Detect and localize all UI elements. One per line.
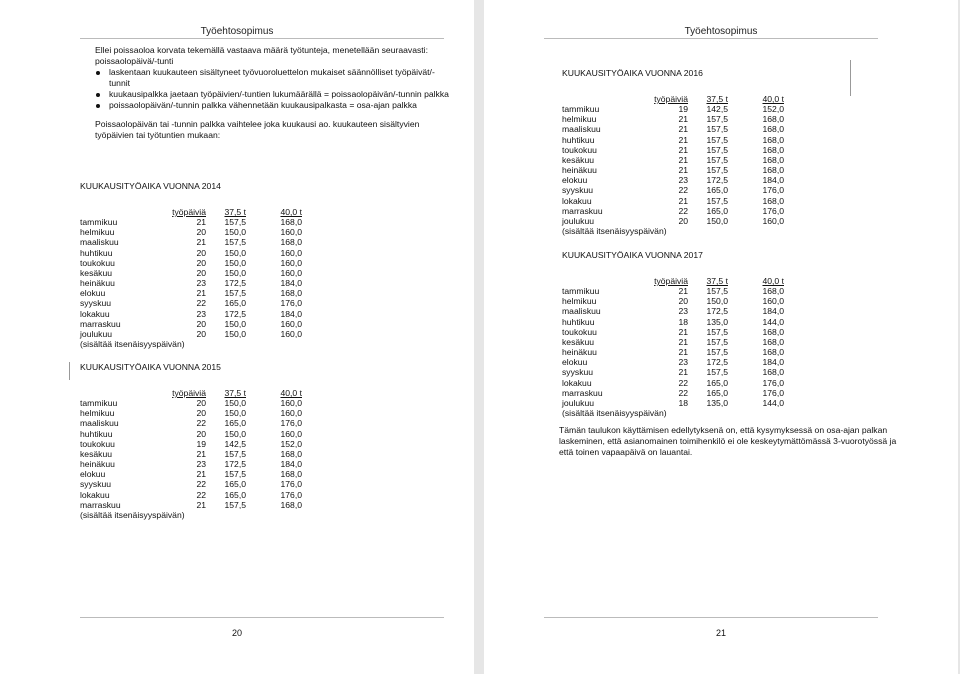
days-cell: 18: [678, 397, 688, 408]
header-40: 40,0 t: [280, 388, 302, 398]
table-row: [80, 278, 302, 288]
table-2016-body: [562, 94, 784, 226]
header-rule-right: [544, 38, 878, 39]
table-row: [80, 408, 302, 418]
month-cell: joulukuu: [562, 397, 595, 408]
hours-375-cell: 150,0: [224, 318, 246, 329]
table-2014: [80, 207, 302, 339]
month-cell: heinäkuu: [562, 165, 597, 176]
hours-40-cell: 160,0: [280, 247, 302, 258]
month-cell: elokuu: [80, 288, 106, 299]
table-2015-body: [80, 388, 302, 510]
page-number-right: 21: [715, 628, 726, 638]
hours-375-cell: 150,0: [706, 215, 728, 226]
days-cell: 20: [196, 408, 206, 419]
month-cell: lokakuu: [80, 489, 110, 500]
header-40: 40,0 t: [280, 207, 302, 217]
table-2015-block: [80, 362, 302, 521]
hours-40-cell: 160,0: [762, 296, 784, 307]
hours-40-cell: 144,0: [762, 316, 784, 327]
table-row: [80, 319, 302, 329]
hours-40-cell: 160,0: [280, 428, 302, 439]
month-cell: marraskuu: [80, 499, 121, 510]
hours-40-cell: 160,0: [280, 227, 302, 238]
hours-40-cell: 176,0: [762, 377, 784, 388]
days-cell: 23: [678, 175, 688, 186]
days-cell: 22: [678, 205, 688, 216]
days-cell: 20: [196, 227, 206, 238]
table-row: [562, 155, 784, 165]
table-2014-block: [80, 181, 302, 350]
hours-375-cell: 157,5: [706, 326, 728, 337]
hours-375-cell: 172,5: [224, 459, 246, 470]
month-cell: toukokuu: [562, 326, 597, 337]
month-cell: elokuu: [80, 469, 106, 480]
days-cell: 21: [678, 367, 688, 378]
footer-rule-right: [544, 617, 878, 618]
days-cell: 22: [196, 489, 206, 500]
table-row: [80, 237, 302, 247]
hours-375-cell: 157,5: [224, 288, 246, 299]
table-row: [562, 317, 784, 327]
month-cell: helmikuu: [562, 114, 597, 125]
hours-40-cell: 168,0: [762, 195, 784, 206]
days-cell: 21: [196, 448, 206, 459]
month-cell: joulukuu: [562, 215, 595, 226]
hours-40-cell: 184,0: [280, 308, 302, 319]
table-row: [562, 114, 784, 124]
month-cell: helmikuu: [80, 408, 115, 419]
hours-375-cell: 165,0: [224, 298, 246, 309]
month-cell: tammikuu: [80, 398, 118, 409]
table-2016-title: KUUKAUSITYÖAIKA VUONNA 2016: [562, 68, 703, 78]
month-cell: helmikuu: [562, 296, 597, 307]
table-2014-note: (sisältää itsenäisyyspäivän): [80, 339, 185, 350]
days-cell: 22: [196, 418, 206, 429]
days-cell: 20: [196, 318, 206, 329]
table-row: [80, 418, 302, 428]
hours-40-cell: 184,0: [762, 175, 784, 186]
month-cell: kesäkuu: [80, 267, 113, 278]
days-cell: 18: [678, 316, 688, 327]
table-row: [562, 165, 784, 175]
hours-375-cell: 150,0: [224, 408, 246, 419]
table-row: [562, 196, 784, 206]
hours-375-cell: 150,0: [706, 296, 728, 307]
days-cell: 21: [678, 124, 688, 135]
hours-40-cell: 160,0: [280, 328, 302, 339]
days-cell: 21: [678, 114, 688, 125]
table-row: [562, 367, 784, 377]
days-cell: 21: [678, 134, 688, 145]
intro-bullet: kuukausipalkka jaetaan työpäivien/-tuntien lukumäärällä = poissaolopäivän/-tunnin palkka: [95, 89, 455, 100]
header-blank: [80, 388, 158, 398]
hours-40-cell: 168,0: [762, 336, 784, 347]
days-cell: 21: [678, 154, 688, 165]
days-cell: 20: [196, 328, 206, 339]
hours-375-cell: 172,5: [706, 175, 728, 186]
days-cell: 20: [196, 267, 206, 278]
hours-375-cell: 172,5: [706, 306, 728, 317]
table-row: [562, 388, 784, 398]
hours-375-cell: 165,0: [224, 418, 246, 429]
table-row: [80, 298, 302, 308]
hours-40-cell: 184,0: [280, 459, 302, 470]
hours-40-cell: 176,0: [280, 298, 302, 309]
hours-40-cell: 168,0: [280, 448, 302, 459]
days-cell: 21: [678, 286, 688, 297]
table-row: [562, 104, 784, 114]
table-2015: [80, 388, 302, 510]
days-cell: 22: [196, 298, 206, 309]
header-40: 40,0 t: [762, 94, 784, 104]
month-cell: lokakuu: [562, 377, 592, 388]
header-blank: [80, 207, 158, 217]
header-days: työpäiviä: [654, 94, 688, 104]
table-row: [80, 439, 302, 449]
hours-375-cell: 157,5: [706, 124, 728, 135]
month-cell: huhtikuu: [80, 428, 113, 439]
month-cell: kesäkuu: [562, 336, 595, 347]
table-row: [562, 286, 784, 296]
month-cell: lokakuu: [562, 195, 592, 206]
days-cell: 20: [678, 296, 688, 307]
hours-40-cell: 176,0: [280, 418, 302, 429]
intro-bullet-list: [95, 67, 455, 111]
hours-40-cell: 160,0: [280, 398, 302, 409]
running-header-left: Työehtosopimus: [200, 26, 274, 37]
month-cell: syyskuu: [562, 185, 594, 196]
table-row: [562, 306, 784, 316]
left-page: [0, 0, 474, 674]
month-cell: kesäkuu: [80, 448, 113, 459]
table-row: [562, 378, 784, 388]
month-cell: heinäkuu: [80, 278, 115, 289]
table-row: [80, 309, 302, 319]
hours-375-cell: 135,0: [706, 397, 728, 408]
table-row: [80, 248, 302, 258]
hours-40-cell: 168,0: [762, 367, 784, 378]
hours-40-cell: 168,0: [280, 288, 302, 299]
footer-rule-left: [80, 617, 444, 618]
table-row: [562, 357, 784, 367]
intro-lead: Ellei poissaoloa korvata tekemällä vastaava määrä työtunteja, menetellään seuraavasti:: [95, 45, 428, 55]
hours-40-cell: 176,0: [280, 489, 302, 500]
hours-40-cell: 168,0: [280, 469, 302, 480]
hours-40-cell: 168,0: [280, 217, 302, 228]
days-cell: 19: [196, 438, 206, 449]
table-row: [562, 347, 784, 357]
hours-375-cell: 157,5: [706, 154, 728, 165]
table-row: [80, 459, 302, 469]
days-cell: 22: [196, 479, 206, 490]
days-cell: 21: [196, 469, 206, 480]
days-cell: 20: [678, 215, 688, 226]
header-375: 37,5 t: [224, 207, 246, 217]
table-header-row: [562, 94, 784, 104]
page-number-left: 20: [231, 628, 242, 638]
table-header-row: [562, 276, 784, 286]
hours-375-cell: 157,5: [224, 469, 246, 480]
table-row: [80, 288, 302, 298]
header-days: työpäiviä: [172, 207, 206, 217]
table-2017-note: (sisältää itsenäisyyspäivän): [562, 408, 667, 419]
hours-375-cell: 150,0: [224, 398, 246, 409]
header-blank: [562, 94, 640, 104]
month-cell: helmikuu: [80, 227, 115, 238]
month-cell: elokuu: [562, 175, 588, 186]
days-cell: 23: [196, 459, 206, 470]
table-2015-note: (sisältää itsenäisyyspäivän): [80, 509, 185, 520]
hours-375-cell: 172,5: [706, 357, 728, 368]
hours-40-cell: 168,0: [280, 499, 302, 510]
hours-40-cell: 168,0: [762, 114, 784, 125]
table-2017: [562, 276, 784, 408]
month-cell: heinäkuu: [562, 347, 597, 358]
table-row: [562, 337, 784, 347]
hours-375-cell: 165,0: [224, 489, 246, 500]
hours-40-cell: 168,0: [762, 347, 784, 358]
table-row: [80, 449, 302, 459]
hours-375-cell: 165,0: [706, 387, 728, 398]
days-cell: 22: [678, 185, 688, 196]
month-cell: syyskuu: [562, 367, 594, 378]
month-cell: maaliskuu: [562, 124, 601, 135]
days-cell: 21: [678, 165, 688, 176]
hours-375-cell: 157,5: [706, 367, 728, 378]
hours-375-cell: 157,5: [224, 237, 246, 248]
days-cell: 23: [678, 306, 688, 317]
hours-40-cell: 160,0: [280, 318, 302, 329]
hours-375-cell: 142,5: [706, 104, 728, 115]
month-cell: syyskuu: [80, 298, 112, 309]
month-cell: toukokuu: [80, 257, 115, 268]
hours-375-cell: 150,0: [224, 227, 246, 238]
days-cell: 19: [678, 104, 688, 115]
table-row: [80, 258, 302, 268]
table-row: [80, 479, 302, 489]
table-row: [562, 124, 784, 134]
month-cell: syyskuu: [80, 479, 112, 490]
table-row: [562, 296, 784, 306]
days-cell: 20: [196, 398, 206, 409]
days-cell: 23: [678, 357, 688, 368]
table-row: [80, 500, 302, 510]
table-2016-note: (sisältää itsenäisyyspäivän): [562, 226, 667, 237]
header-blank: [562, 276, 640, 286]
table-2015-title: KUUKAUSITYÖAIKA VUONNA 2015: [80, 362, 221, 372]
month-cell: marraskuu: [562, 387, 603, 398]
table-row: [80, 429, 302, 439]
header-375: 37,5 t: [706, 94, 728, 104]
hours-375-cell: 157,5: [706, 195, 728, 206]
intro-paragraph: Poissaolopäivän tai -tunnin palkka vaihtelee joka kuukausi ao. kuukauteen sisältyvien työpäivien tai työtuntien mukaan:: [95, 119, 420, 140]
table-row: [562, 216, 784, 226]
hours-40-cell: 168,0: [762, 165, 784, 176]
hours-40-cell: 184,0: [280, 278, 302, 289]
month-cell: huhtikuu: [562, 316, 595, 327]
header-days: työpäiviä: [172, 388, 206, 398]
hours-375-cell: 150,0: [224, 267, 246, 278]
table-2017-body: [562, 276, 784, 408]
hours-40-cell: 168,0: [762, 144, 784, 155]
running-header-right: Työehtosopimus: [684, 26, 758, 37]
days-cell: 21: [678, 326, 688, 337]
hours-40-cell: 144,0: [762, 397, 784, 408]
month-cell: marraskuu: [562, 205, 603, 216]
hours-375-cell: 150,0: [224, 328, 246, 339]
hours-40-cell: 168,0: [762, 154, 784, 165]
hours-375-cell: 157,5: [706, 165, 728, 176]
days-cell: 22: [678, 377, 688, 388]
hours-375-cell: 135,0: [706, 316, 728, 327]
hours-375-cell: 150,0: [224, 257, 246, 268]
hours-40-cell: 176,0: [762, 387, 784, 398]
table-row: [562, 175, 784, 185]
header-375: 37,5 t: [706, 276, 728, 286]
hours-375-cell: 142,5: [224, 438, 246, 449]
hours-40-cell: 168,0: [762, 124, 784, 135]
header-40: 40,0 t: [762, 276, 784, 286]
hours-375-cell: 157,5: [224, 217, 246, 228]
hours-375-cell: 157,5: [224, 448, 246, 459]
month-cell: marraskuu: [80, 318, 121, 329]
hours-40-cell: 176,0: [762, 185, 784, 196]
hours-375-cell: 165,0: [706, 185, 728, 196]
table-row: [80, 217, 302, 227]
hours-40-cell: 168,0: [762, 286, 784, 297]
hours-375-cell: 150,0: [224, 428, 246, 439]
month-cell: huhtikuu: [80, 247, 113, 258]
margin-line-left: [69, 362, 70, 380]
month-cell: lokakuu: [80, 308, 110, 319]
table-row: [80, 398, 302, 408]
table-2016: [562, 94, 784, 226]
hours-40-cell: 176,0: [762, 205, 784, 216]
hours-40-cell: 176,0: [280, 479, 302, 490]
table-row: [562, 145, 784, 155]
month-cell: toukokuu: [80, 438, 115, 449]
days-cell: 21: [196, 237, 206, 248]
month-cell: joulukuu: [80, 328, 113, 339]
table-row: [80, 268, 302, 278]
hours-375-cell: 157,5: [224, 499, 246, 510]
intro-bullet: laskentaan kuukauteen sisältyneet työvuoroluettelon mukaiset säännölliset työpäivät/-tunnit: [95, 67, 455, 89]
hours-40-cell: 168,0: [762, 134, 784, 145]
intro-lead-2: poissaolopäivä/-tunti: [95, 56, 174, 66]
month-cell: toukokuu: [562, 144, 597, 155]
days-cell: 21: [678, 195, 688, 206]
month-cell: tammikuu: [562, 104, 600, 115]
header-375: 37,5 t: [224, 388, 246, 398]
table-2014-title: KUUKAUSITYÖAIKA VUONNA 2014: [80, 181, 221, 191]
hours-40-cell: 168,0: [762, 326, 784, 337]
margin-line-right: [850, 60, 851, 96]
table-row: [80, 227, 302, 237]
hours-375-cell: 157,5: [706, 114, 728, 125]
month-cell: tammikuu: [80, 217, 118, 228]
table-row: [562, 398, 784, 408]
table-header-row: [80, 207, 302, 217]
days-cell: 20: [196, 428, 206, 439]
table-header-row: [80, 388, 302, 398]
month-cell: heinäkuu: [80, 459, 115, 470]
hours-375-cell: 157,5: [706, 347, 728, 358]
days-cell: 22: [678, 387, 688, 398]
table-row: [80, 329, 302, 339]
table-2014-body: [80, 207, 302, 339]
intro-text: [95, 45, 455, 141]
hours-375-cell: 165,0: [224, 479, 246, 490]
header-days: työpäiviä: [654, 276, 688, 286]
hours-40-cell: 168,0: [280, 237, 302, 248]
hours-375-cell: 157,5: [706, 134, 728, 145]
hours-40-cell: 160,0: [762, 215, 784, 226]
month-cell: elokuu: [562, 357, 588, 368]
hours-40-cell: 152,0: [762, 104, 784, 115]
hours-375-cell: 165,0: [706, 377, 728, 388]
days-cell: 21: [196, 288, 206, 299]
hours-375-cell: 157,5: [706, 286, 728, 297]
closing-paragraph: Tämän taulukon käyttämisen edellytyksenä on, että kysymyksessä on osa-ajan palkan laskeminen, että asianomainen toimihenkilö ei ole keskeytymättömässä 3-vuorotyössä ja että toinen vapaapäivä on lauantai.: [559, 425, 897, 457]
days-cell: 20: [196, 247, 206, 258]
table-row: [562, 206, 784, 216]
hours-40-cell: 160,0: [280, 267, 302, 278]
intro-bullet: poissaolopäivän/-tunnin palkka vähennetään kuukausipalkasta = osa-ajan palkka: [95, 100, 455, 111]
table-row: [80, 469, 302, 479]
hours-40-cell: 184,0: [762, 357, 784, 368]
table-row: [80, 490, 302, 500]
days-cell: 21: [678, 144, 688, 155]
hours-375-cell: 157,5: [706, 336, 728, 347]
table-row: [562, 185, 784, 195]
days-cell: 21: [678, 347, 688, 358]
table-2016-block: [562, 68, 784, 237]
days-cell: 21: [196, 217, 206, 228]
hours-375-cell: 150,0: [224, 247, 246, 258]
hours-375-cell: 165,0: [706, 205, 728, 216]
hours-375-cell: 172,5: [224, 308, 246, 319]
days-cell: 21: [678, 336, 688, 347]
month-cell: maaliskuu: [80, 418, 119, 429]
month-cell: huhtikuu: [562, 134, 595, 145]
days-cell: 21: [196, 499, 206, 510]
days-cell: 23: [196, 278, 206, 289]
table-2017-title: KUUKAUSITYÖAIKA VUONNA 2017: [562, 250, 703, 260]
month-cell: tammikuu: [562, 286, 600, 297]
hours-375-cell: 157,5: [706, 144, 728, 155]
hours-40-cell: 152,0: [280, 438, 302, 449]
hours-40-cell: 184,0: [762, 306, 784, 317]
hours-375-cell: 172,5: [224, 278, 246, 289]
table-2017-block: [562, 250, 784, 419]
table-row: [562, 135, 784, 145]
header-rule-left: [80, 38, 444, 39]
month-cell: maaliskuu: [80, 237, 119, 248]
days-cell: 20: [196, 257, 206, 268]
right-page: [484, 0, 958, 674]
month-cell: maaliskuu: [562, 306, 601, 317]
hours-40-cell: 160,0: [280, 408, 302, 419]
month-cell: kesäkuu: [562, 154, 595, 165]
table-row: [562, 327, 784, 337]
hours-40-cell: 160,0: [280, 257, 302, 268]
days-cell: 23: [196, 308, 206, 319]
